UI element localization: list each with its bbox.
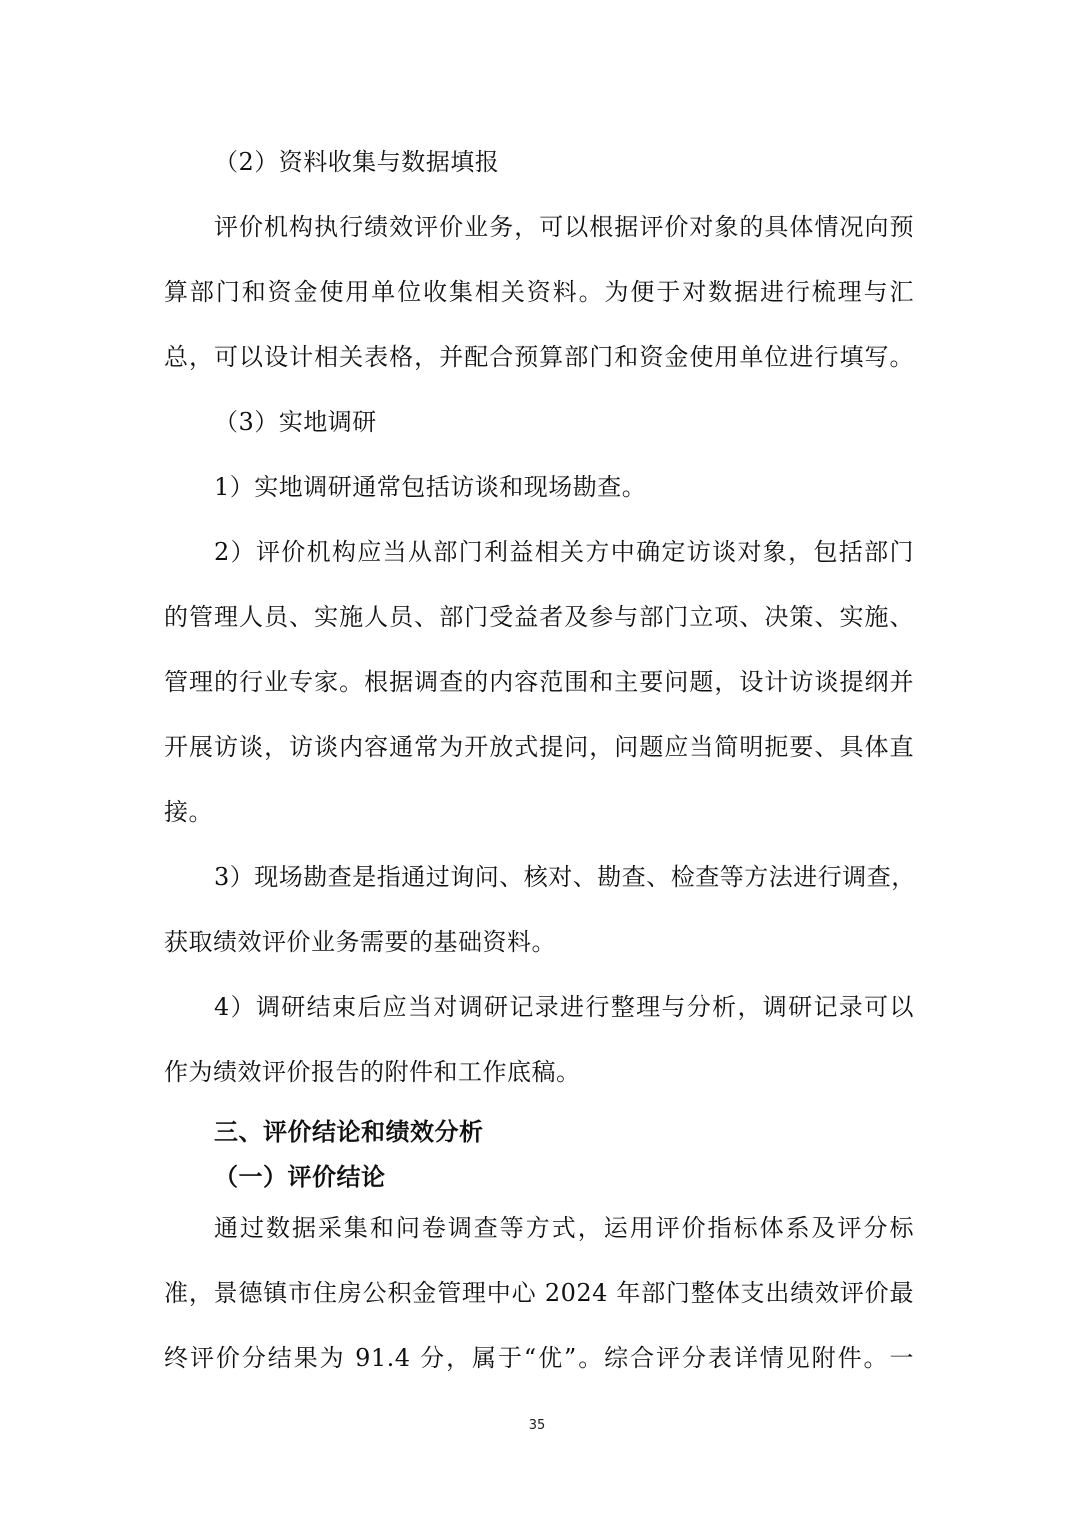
subsection-heading-field-research: （3）实地调研 xyxy=(214,408,377,436)
paragraph-line: 的管理人员、实施人员、部门受益者及参与部门立项、决策、实施、 xyxy=(164,603,914,631)
paragraph-line: 算部门和资金使用单位收集相关资料。为便于对数据进行梳理与汇 xyxy=(164,278,914,306)
paragraph-line: 终评价分结果为 91.4 分，属于“优”。综合评分表详情见附件。一 xyxy=(164,1344,914,1372)
paragraph-line: 准，景德镇市住房公积金管理中心 2024 年部门整体支出绩效评价最 xyxy=(164,1279,914,1307)
subsection-heading-evaluation-conclusion: （一）评价结论 xyxy=(214,1163,386,1191)
paragraph-line: 总，可以设计相关表格，并配合预算部门和资金使用单位进行填写。 xyxy=(164,343,914,371)
paragraph-line: 管理的行业专家。根据调查的内容范围和主要问题，设计访谈提纲并 xyxy=(164,668,914,696)
page-number: 35 xyxy=(528,1418,546,1433)
paragraph-line: 作为绩效评价报告的附件和工作底稿。 xyxy=(164,1058,581,1086)
section-heading: 三、评价结论和绩效分析 xyxy=(214,1118,484,1146)
paragraph-line: 4）调研结束后应当对调研记录进行整理与分析，调研记录可以 xyxy=(214,993,914,1021)
paragraph-line: 获取绩效评价业务需要的基础资料。 xyxy=(164,928,556,956)
paragraph-line: 3）现场勘查是指通过询问、核对、勘查、检查等方法进行调查， xyxy=(214,863,916,891)
paragraph-line: 1）实地调研通常包括访谈和现场勘查。 xyxy=(214,473,647,501)
paragraph-line: 2）评价机构应当从部门利益相关方中确定访谈对象，包括部门 xyxy=(214,538,914,566)
paragraph-line: 通过数据采集和问卷调查等方式，运用评价指标体系及评分标 xyxy=(214,1214,914,1242)
paragraph-line: 开展访谈，访谈内容通常为开放式提问，问题应当简明扼要、具体直 xyxy=(164,733,914,761)
paragraph-line: 接。 xyxy=(164,798,213,826)
paragraph-line: 评价机构执行绩效评价业务，可以根据评价对象的具体情况向预 xyxy=(214,213,914,241)
subsection-heading-data-collection: （2）资料收集与数据填报 xyxy=(214,148,500,176)
